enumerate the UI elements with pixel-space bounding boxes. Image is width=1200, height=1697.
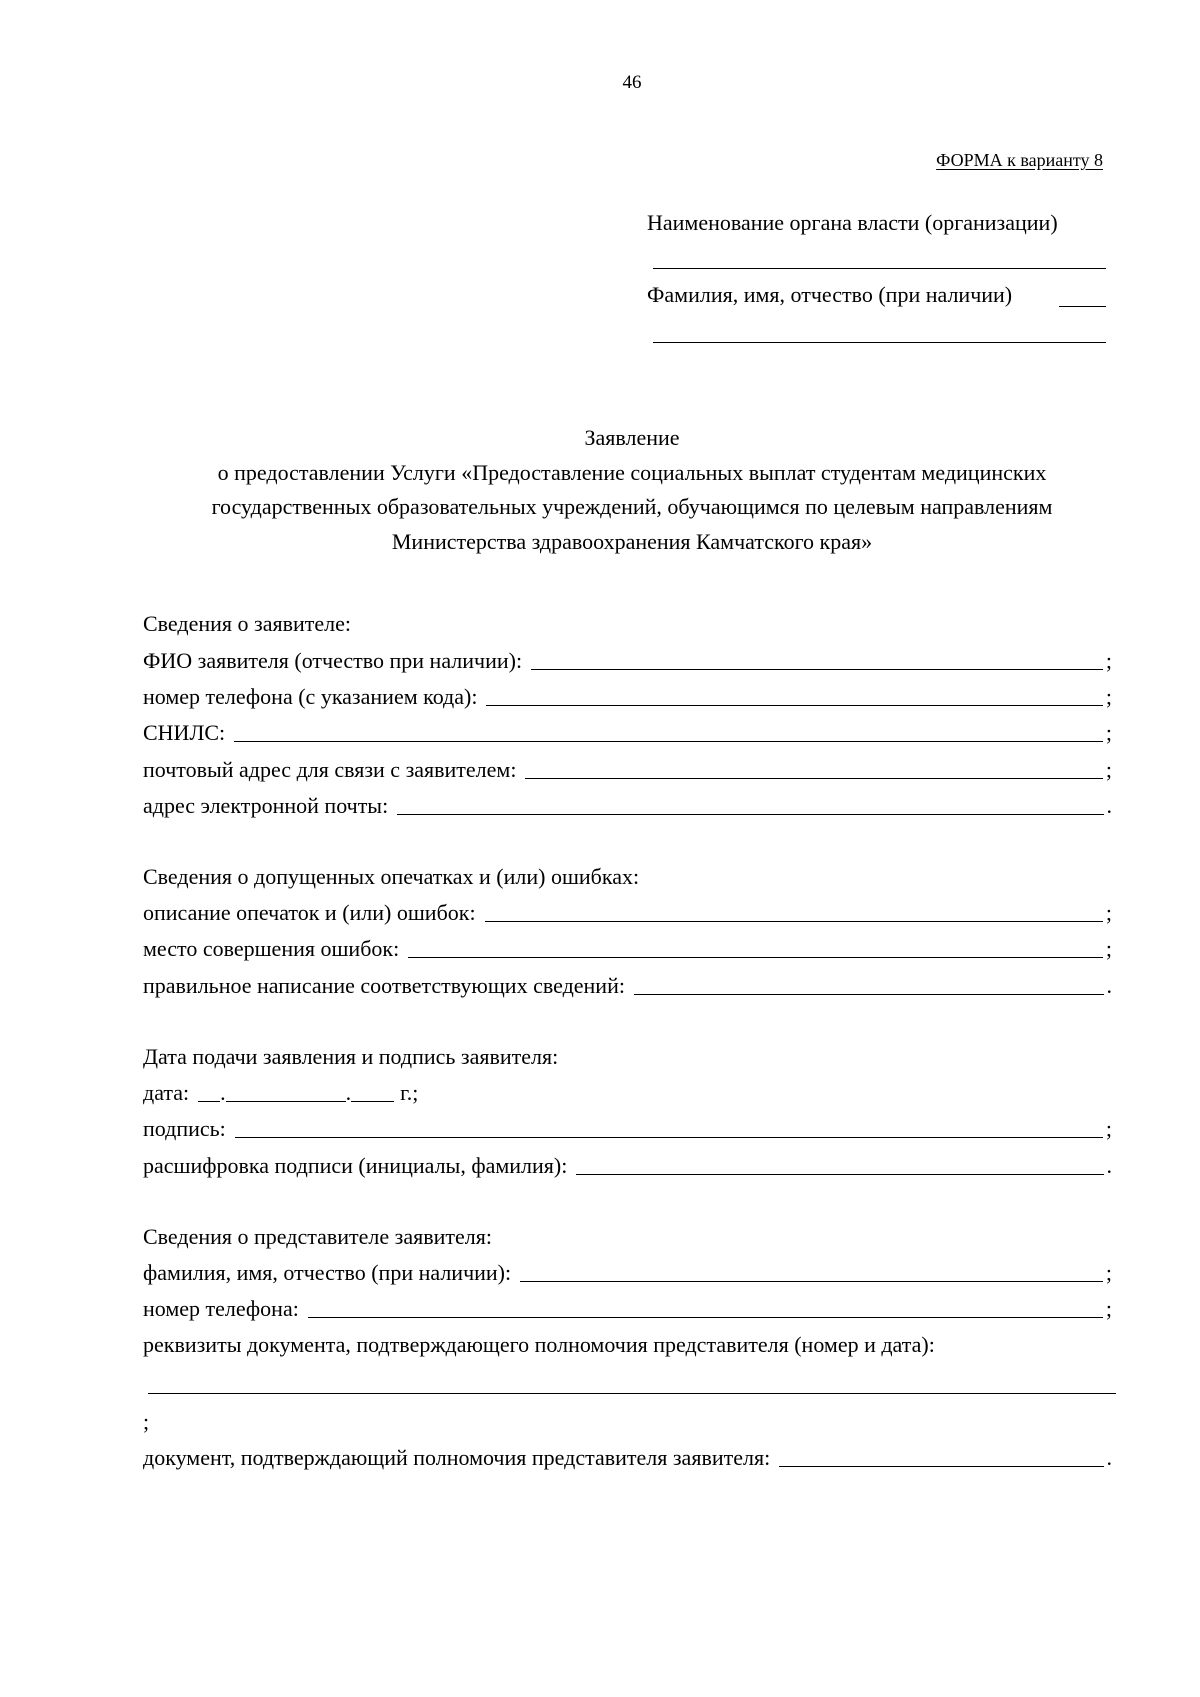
semicolon: ;: [1105, 1116, 1112, 1141]
date-separator: .: [220, 1080, 226, 1105]
semicolon: ;: [1105, 757, 1112, 782]
applicant-fio-label: ФИО заявителя (отчество при наличии):: [143, 648, 523, 673]
errors-location-label: место совершения ошибок:: [143, 936, 400, 961]
applicant-postal-field[interactable]: [525, 777, 1102, 779]
signature-row: [143, 1115, 1112, 1143]
page-number: 46: [622, 72, 642, 93]
semicolon: ;: [1105, 900, 1112, 925]
signature-field[interactable]: [235, 1136, 1103, 1138]
addressee-name-field[interactable]: [653, 342, 1106, 343]
applicant-email-row: [143, 792, 1112, 820]
applicant-phone-field[interactable]: [486, 704, 1102, 706]
semicolon: ;: [1105, 1260, 1112, 1285]
representative-fio-label: фамилия, имя, отчество (при наличии):: [143, 1260, 512, 1285]
representative-requisites-field[interactable]: [148, 1393, 1116, 1394]
period: .: [1106, 1153, 1112, 1178]
submission-heading: Дата подачи заявления и подпись заявителя:: [143, 1044, 559, 1069]
signature-transcript-label: расшифровка подписи (инициалы, фамилия):: [143, 1153, 568, 1178]
submission-date-label: дата:: [143, 1080, 190, 1105]
title-subtitle-line3: Министерства здравоохранения Камчатского края»: [391, 528, 873, 554]
representative-document-field[interactable]: [779, 1465, 1103, 1467]
applicant-phone-label: номер телефона (с указанием кода):: [143, 684, 478, 709]
addressee-name-label: Фамилия, имя, отчество (при наличии): [647, 282, 1013, 307]
errors-location-field[interactable]: [408, 956, 1103, 958]
applicant-snils-field[interactable]: [234, 740, 1103, 742]
representative-phone-field[interactable]: [308, 1316, 1103, 1318]
title-subtitle-line2: государственных образовательных учреждений, обучающимся по целевым направлениям: [211, 494, 1053, 519]
signature-label: подпись:: [143, 1116, 226, 1141]
date-year-suffix: г.;: [400, 1080, 419, 1105]
title-subtitle-line1: о предоставлении Услуги «Предоставление социальных выплат студентам медицинских: [217, 459, 1047, 485]
representative-fio-row: [143, 1259, 1112, 1287]
semicolon: ;: [1105, 684, 1112, 709]
errors-location-row: [143, 935, 1112, 963]
authority-field[interactable]: [653, 268, 1106, 269]
period: .: [1106, 793, 1112, 818]
requisites-semicolon: ;: [143, 1409, 150, 1434]
applicant-email-label: адрес электронной почты:: [143, 793, 389, 818]
applicant-heading: Сведения о заявителе:: [143, 611, 352, 636]
title-heading: Заявление: [584, 425, 680, 450]
semicolon: ;: [1105, 648, 1112, 673]
date-year-field[interactable]: [351, 1100, 394, 1102]
semicolon: ;: [1105, 720, 1112, 745]
errors-correct-row: [143, 972, 1112, 1000]
authority-label: Наименование органа власти (организации): [647, 210, 1058, 235]
applicant-phone-row: [143, 683, 1112, 711]
applicant-snils-label: СНИЛС:: [143, 720, 226, 745]
errors-correct-field[interactable]: [634, 993, 1104, 995]
period: .: [1106, 1445, 1112, 1470]
applicant-email-field[interactable]: [397, 813, 1103, 815]
representative-fio-field[interactable]: [520, 1280, 1103, 1282]
representative-requisites-label: реквизиты документа, подтверждающего полномочия представителя (номер и дата):: [143, 1332, 935, 1357]
representative-document-label: документ, подтверждающий полномочия представителя заявителя:: [143, 1445, 771, 1470]
semicolon: ;: [1105, 1296, 1112, 1321]
errors-heading: Сведения о допущенных опечатках и (или) ошибках:: [143, 864, 640, 889]
date-day-field[interactable]: [198, 1100, 220, 1102]
errors-description-row: [143, 899, 1112, 927]
addressee-name-field-start[interactable]: [1059, 306, 1106, 307]
applicant-fio-row: [143, 647, 1112, 675]
signature-transcript-row: [143, 1152, 1112, 1180]
applicant-fio-field[interactable]: [531, 668, 1103, 670]
representative-heading: Сведения о представителе заявителя:: [143, 1224, 492, 1249]
document-title: [130, 421, 1134, 559]
submission-date-row: [143, 1079, 418, 1107]
signature-transcript-field[interactable]: [576, 1173, 1103, 1175]
date-month-field[interactable]: [226, 1100, 346, 1102]
applicant-postal-label: почтовый адрес для связи с заявителем:: [143, 757, 517, 782]
representative-phone-row: [143, 1295, 1112, 1323]
form-reference: ФОРМА к варианту 8: [936, 150, 1103, 170]
applicant-snils-row: [143, 719, 1112, 747]
errors-correct-label: правильное написание соответствующих сведений:: [143, 973, 625, 998]
representative-document-row: [143, 1444, 1112, 1472]
period: .: [1106, 973, 1112, 998]
semicolon: ;: [1105, 936, 1112, 961]
errors-description-field[interactable]: [485, 920, 1103, 922]
applicant-postal-row: [143, 756, 1112, 784]
representative-phone-label: номер телефона:: [143, 1296, 299, 1321]
date-separator: .: [345, 1080, 352, 1105]
errors-description-label: описание опечаток и (или) ошибок:: [143, 900, 476, 925]
